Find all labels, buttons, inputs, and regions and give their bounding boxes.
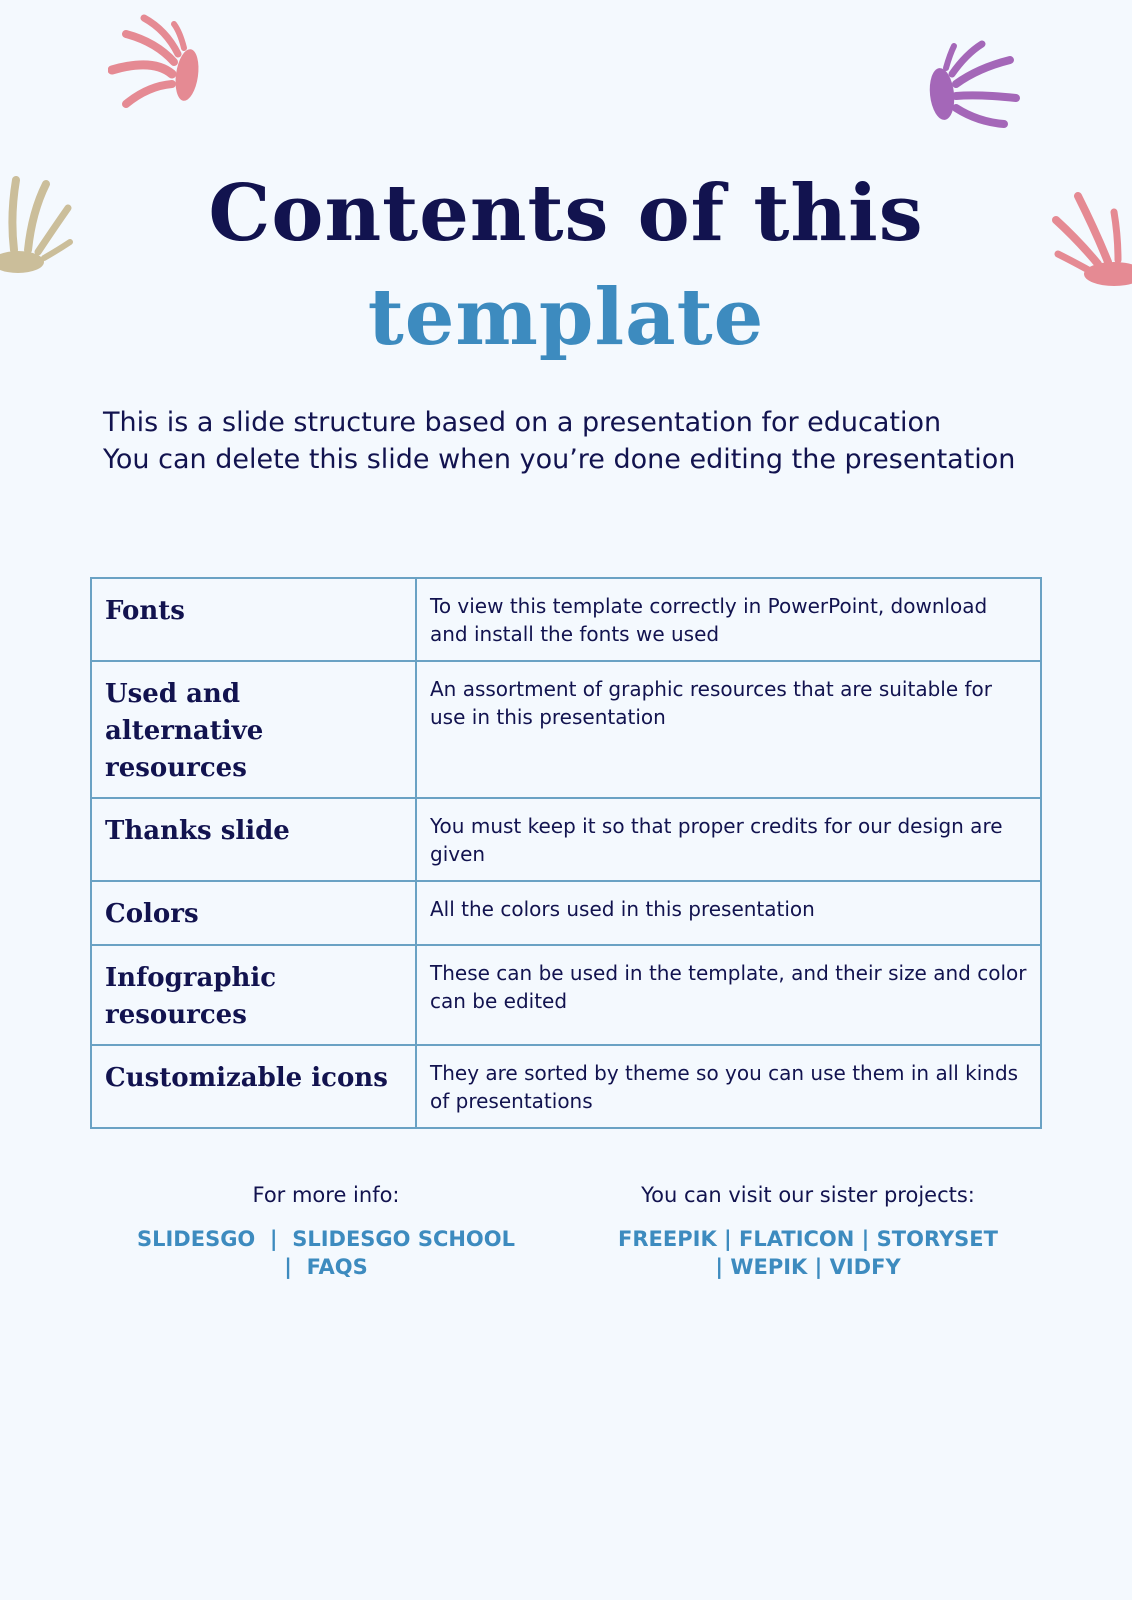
row-name: Infographic resources: [91, 945, 416, 1045]
burst-purple-icon: [926, 36, 1026, 136]
description-line: of presentations: [430, 1089, 593, 1113]
description-line: You must keep it so that proper credits for our design are: [430, 814, 1003, 838]
link-faqs[interactable]: FAQS: [306, 1255, 368, 1279]
table-row: [91, 881, 1041, 945]
more-info-section: [116, 1183, 536, 1281]
row-description: [416, 881, 1041, 945]
link-separator: |: [715, 1255, 723, 1279]
description-line: These can be used in the template, and their size and color: [430, 961, 1027, 985]
description-line: can be edited: [430, 989, 568, 1013]
link-separator: |: [724, 1227, 732, 1251]
link-storyset[interactable]: STORYSET: [876, 1227, 998, 1251]
description-line: and install the fonts we used: [430, 622, 720, 646]
link-flaticon[interactable]: FLATICON: [739, 1227, 855, 1251]
table-row: [91, 1045, 1041, 1128]
intro-text: [103, 404, 1063, 478]
description-line: given: [430, 842, 486, 866]
link-vidfy[interactable]: VIDFY: [829, 1255, 901, 1279]
description-line: To view this template correctly in PowerPoint, download: [430, 594, 988, 618]
description-line: use in this presentation: [430, 705, 666, 729]
table-row: [91, 578, 1041, 661]
row-description: [416, 798, 1041, 881]
page-title: Contents of this: [208, 168, 924, 259]
row-description: [416, 945, 1041, 1045]
intro-line: You can delete this slide when you’re done editing the presentation: [103, 444, 1016, 475]
burst-pink-icon: [108, 14, 208, 114]
link-separator: |: [269, 1227, 278, 1251]
row-description: [416, 578, 1041, 661]
page-title-accent: template: [367, 272, 765, 363]
table-row: [91, 945, 1041, 1045]
sister-projects-label: You can visit our sister projects:: [641, 1183, 975, 1207]
row-description: [416, 1045, 1041, 1128]
intro-line: This is a slide structure based on a presentation for education: [103, 407, 942, 438]
link-separator: |: [861, 1227, 870, 1251]
link-separator: |: [284, 1255, 292, 1279]
table-row: [91, 661, 1041, 798]
row-description: [416, 661, 1041, 798]
description-line: They are sorted by theme so you can use them in all kinds: [430, 1061, 1019, 1085]
link-wepik[interactable]: WEPIK: [730, 1255, 808, 1279]
row-name: Used and alternative resources: [91, 661, 416, 798]
sister-projects-section: [598, 1183, 1018, 1281]
link-slidesgo-school[interactable]: SLIDESGO SCHOOL: [292, 1227, 516, 1251]
link-slidesgo[interactable]: SLIDESGO: [136, 1227, 256, 1251]
more-info-label: For more info:: [252, 1183, 400, 1207]
contents-table: [90, 577, 1042, 1129]
row-name: Fonts: [91, 578, 416, 661]
table-row: [91, 798, 1041, 881]
more-info-links: [116, 1225, 536, 1281]
description-line: All the colors used in this presentation: [430, 897, 815, 921]
row-name: Thanks slide: [91, 798, 416, 881]
sister-project-links: [598, 1225, 1018, 1281]
link-separator: |: [814, 1255, 823, 1279]
link-freepik[interactable]: FREEPIK: [618, 1227, 717, 1251]
row-name: Customizable icons: [91, 1045, 416, 1128]
description-line: An assortment of graphic resources that are suitable for: [430, 677, 992, 701]
row-name: Colors: [91, 881, 416, 945]
